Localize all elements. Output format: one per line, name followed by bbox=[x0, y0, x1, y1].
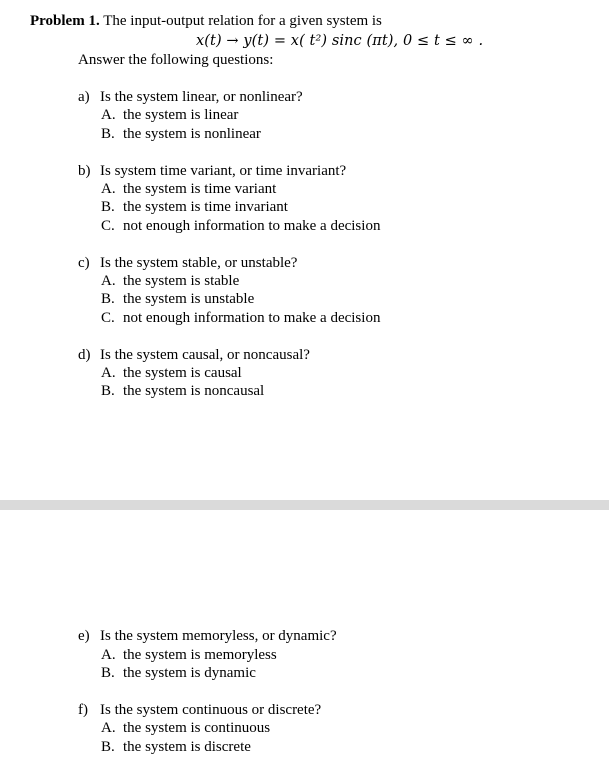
question-letter: a) bbox=[78, 89, 90, 105]
option-e-A[interactable] bbox=[101, 646, 277, 664]
option-letter: B. bbox=[101, 739, 115, 755]
option-letter: A. bbox=[101, 181, 116, 197]
option-letter: A. bbox=[101, 365, 116, 381]
option-c-A[interactable] bbox=[101, 272, 239, 290]
option-letter: A. bbox=[101, 107, 116, 123]
problem-header bbox=[30, 12, 382, 30]
option-letter: B. bbox=[101, 291, 115, 307]
option-d-B[interactable] bbox=[101, 382, 264, 400]
question-text: Is the system linear, or nonlinear? bbox=[100, 89, 303, 105]
option-text: the system is unstable bbox=[123, 291, 255, 307]
option-f-B[interactable] bbox=[101, 738, 251, 756]
option-text: the system is time invariant bbox=[123, 199, 288, 215]
option-letter: C. bbox=[101, 218, 115, 234]
option-a-A[interactable] bbox=[101, 106, 238, 124]
question-letter: f) bbox=[78, 702, 88, 718]
question-letter: d) bbox=[78, 347, 91, 363]
question-c bbox=[78, 254, 297, 272]
question-text: Is system time variant, or time invariant? bbox=[100, 163, 347, 179]
option-letter: B. bbox=[101, 665, 115, 681]
question-e bbox=[78, 627, 337, 645]
option-e-B[interactable] bbox=[101, 664, 256, 682]
option-letter: B. bbox=[101, 126, 115, 142]
option-c-B[interactable] bbox=[101, 290, 254, 308]
option-b-C[interactable] bbox=[101, 217, 380, 235]
page-separator bbox=[0, 500, 609, 510]
document-page-2 bbox=[0, 510, 609, 775]
option-letter: B. bbox=[101, 383, 115, 399]
option-letter: A. bbox=[101, 647, 116, 663]
option-letter: B. bbox=[101, 199, 115, 215]
question-text: Is the system stable, or unstable? bbox=[100, 255, 298, 271]
problem-label: Problem 1. bbox=[30, 13, 100, 29]
question-f bbox=[78, 701, 321, 719]
option-text: the system is stable bbox=[123, 273, 240, 289]
question-text: Is the system memoryless, or dynamic? bbox=[100, 628, 337, 644]
option-text: the system is dynamic bbox=[123, 665, 256, 681]
question-text: Is the system causal, or noncausal? bbox=[100, 347, 310, 363]
option-text: the system is noncausal bbox=[123, 383, 265, 399]
option-text: the system is time variant bbox=[123, 181, 277, 197]
option-text: the system is discrete bbox=[123, 739, 251, 755]
question-text: Is the system continuous or discrete? bbox=[100, 702, 322, 718]
option-letter: A. bbox=[101, 720, 116, 736]
option-f-A[interactable] bbox=[101, 719, 270, 737]
question-letter: b) bbox=[78, 163, 91, 179]
question-letter: c) bbox=[78, 255, 90, 271]
option-text: not enough information to make a decision bbox=[123, 218, 381, 234]
option-a-B[interactable] bbox=[101, 125, 261, 143]
option-text: the system is continuous bbox=[123, 720, 271, 736]
option-text: not enough information to make a decision bbox=[123, 310, 381, 326]
problem-instruction: Answer the following questions: bbox=[78, 52, 274, 68]
problem-statement: The input-output relation for a given system is bbox=[103, 13, 382, 29]
question-b bbox=[78, 162, 346, 180]
question-letter: e) bbox=[78, 628, 90, 644]
option-text: the system is nonlinear bbox=[123, 126, 261, 142]
question-a bbox=[78, 88, 303, 106]
option-b-B[interactable] bbox=[101, 198, 288, 216]
option-text: the system is causal bbox=[123, 365, 242, 381]
option-text: the system is linear bbox=[123, 107, 239, 123]
option-b-A[interactable] bbox=[101, 180, 276, 198]
option-d-A[interactable] bbox=[101, 364, 242, 382]
option-letter: C. bbox=[101, 310, 115, 326]
problem-equation: x(t) → y(t) = x( t²) sinc (πt), 0 ≤ t ≤ ∞ . bbox=[196, 33, 484, 49]
question-d bbox=[78, 346, 310, 364]
option-text: the system is memoryless bbox=[123, 647, 277, 663]
option-c-C[interactable] bbox=[101, 309, 380, 327]
option-letter: A. bbox=[101, 273, 116, 289]
